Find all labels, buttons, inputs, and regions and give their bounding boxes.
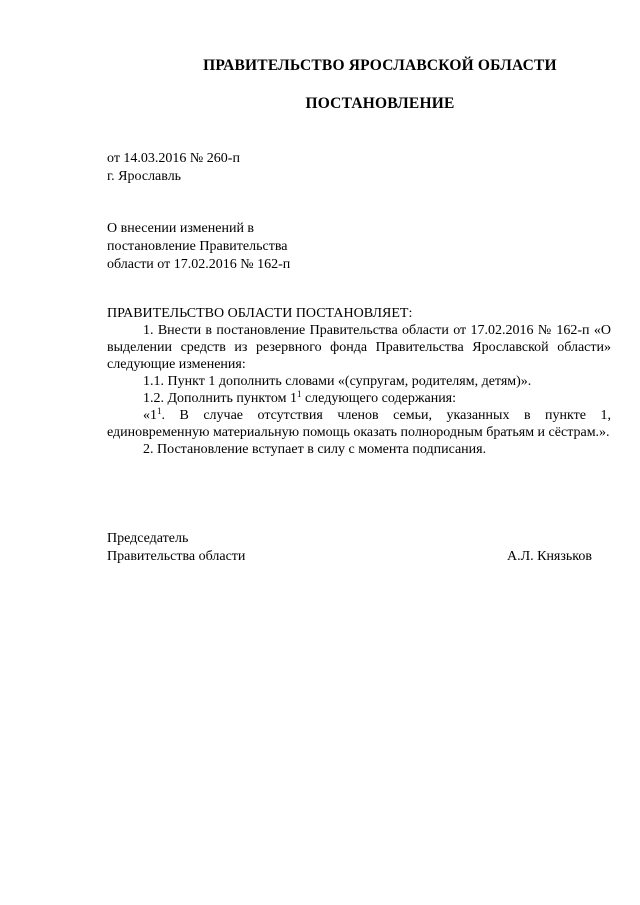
- signer-name: А.Л. Князьков: [507, 549, 592, 564]
- document-meta: [107, 150, 240, 186]
- item-1-2-superscript: 1: [296, 389, 302, 399]
- item-1: 1. Внести в постановление Правительства области от 17.02.2016 № 162-п «О выделении средств из резервного фонда Правительства Ярославской области» следующие изменения:: [107, 323, 611, 372]
- quote-superscript: 1: [157, 406, 162, 416]
- quote-post: . В случае отсутствия членов семьи, указанных в пункте 1, единовременную материальную помощь оказать полнородным братьям и сёстрам.».: [107, 408, 611, 440]
- signer-position-line-2: Правительства области: [107, 549, 246, 564]
- item-1-2-pre: 1.2. Дополнить пунктом 1: [143, 391, 297, 406]
- city: г. Ярославль: [107, 169, 182, 184]
- item-1-1: 1.1. Пункт 1 дополнить словами «(супругам, родителям, детям)».: [143, 374, 532, 389]
- document-subject: [107, 220, 290, 274]
- item-2: 2. Постановление вступает в силу с момента подписания.: [143, 442, 487, 457]
- item-1-2: [107, 390, 611, 407]
- quote-pre: «1: [143, 408, 157, 423]
- signature-row: [107, 548, 592, 566]
- item-1-2-post: следующего содержания:: [301, 391, 457, 406]
- doc-type-title: ПОСТАНОВЛЕНИЕ: [305, 95, 455, 112]
- signer-position-line-1: Председатель: [107, 531, 189, 546]
- subject-line-2: постановление Правительства: [107, 239, 288, 254]
- org-title: ПРАВИТЕЛЬСТВО ЯРОСЛАВСКОЙ ОБЛАСТИ: [203, 57, 557, 74]
- date-number: от 14.03.2016 № 260-п: [107, 151, 240, 166]
- signature-block: [107, 530, 592, 566]
- preamble: ПРАВИТЕЛЬСТВО ОБЛАСТИ ПОСТАНОВЛЯЕТ:: [107, 306, 413, 321]
- quoted-item: [107, 407, 611, 441]
- document-body: [107, 305, 611, 458]
- subject-line-1: О внесении изменений в: [107, 221, 255, 236]
- subject-line-3: области от 17.02.2016 № 162-п: [107, 257, 291, 272]
